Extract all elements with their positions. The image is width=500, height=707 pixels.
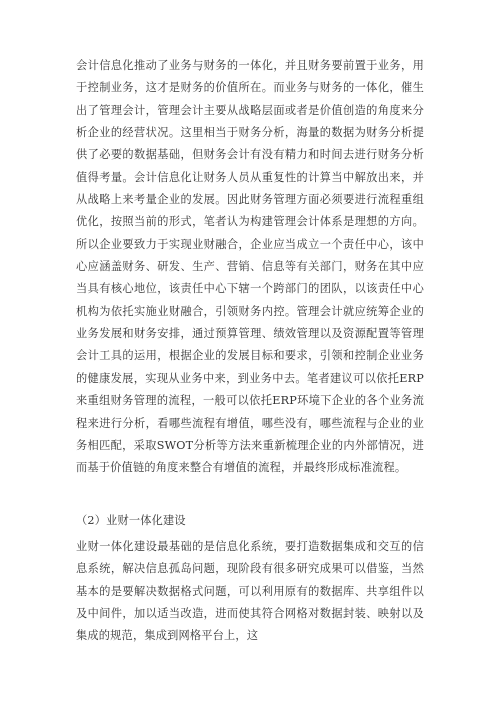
body-paragraph: 业财一体化建设最基础的是信息化系统，要打造数据集成和交互的信息系统，解决信息孤岛问题，现阶段有很多研究成果可以借鉴，当然基本的是要解决数据格式问题，可以利用原有的数据库、共享组件以及中间件，加以适当改造，进而使其符合网格对数据封装、映射以及集成的规范，集成到网格平台上，这 <box>76 540 424 643</box>
section-heading: （2）业财一体化建设 <box>76 514 186 527</box>
body-paragraph: 会计信息化推动了业务与财务的一体化，并且财务要前置于业务，用于控制业务，这才是财务的价值所在。而业务与财务的一体化，催生出了管理会计，管理会计主要从战略层面或者是价值创造的角度来分析企业的经营状况。这里相当于财务分析，海量的数据为财务分析提供了必要的数据基础，但财务会计有没有精力和时间去进行财务分析值得考量。会计信息化让财务人员从重复性的计算当中解放出来，并从战略上来考量企业的发展。因此财务管理方面必须要进行流程重组优化，按照当前的形式，笔者认为构建管理会计体系是理想的方向。所以企业要致力于实现业财融合，企业应当成立一个责任中心，该中心应涵盖财务、研发、生产、营销、信息等有关部门，财务在其中应当具有核心地位，该责任中心下辖一个跨部门的团队，以该责任中心机构为依托实施业财融合，引领财务内控。管理会计就应统筹企业的业务发展和财务安排，通过预算管理、绩效管理以及资源配置等管理会计工具的运用，根据企业的发展目标和要求，引领和控制企业业务的健康发展，实现从业务中来，到业务中去。笔者建议可以依托ERP来重组财务管理的流程，一般可以依托ERP环境下企业的各个业务流程来进行分析，看哪些流程有增值，哪些没有，哪些流程与企业的业务相匹配，采取SWOT分析等方法来重新梳理企业的内外部情况，进而基于价值链的角度来整合有增值的流程，并最终形成标准流程。 <box>76 59 424 475</box>
